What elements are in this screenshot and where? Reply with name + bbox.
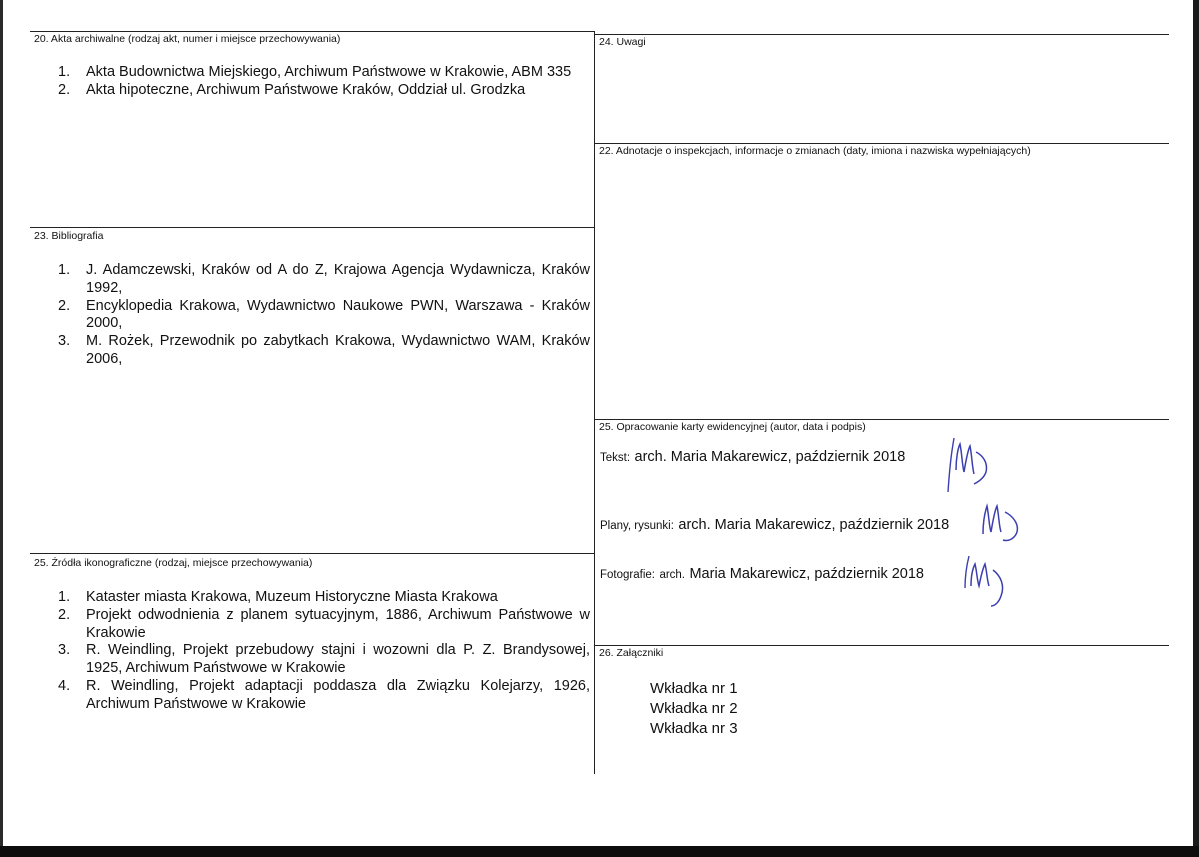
list-item: 1. J. Adamczewski, Kraków od A do Z, Krajowa Agencja Wydawnicza, Kraków 1992, xyxy=(58,262,590,296)
scan-edge-left xyxy=(0,0,3,857)
rule-section26 xyxy=(594,645,1169,646)
section22-label: 22. Adnotacje o inspekcjach, informacje o zmianach (daty, imiona i nazwiska wypełniających) xyxy=(599,145,1031,157)
attachment-item: Wkładka nr 1 xyxy=(650,680,738,697)
rule-section25b xyxy=(594,419,1169,420)
credit-plans-row: Plany, rysunki: arch. Maria Makarewicz, październik 2018 xyxy=(600,517,950,533)
section23-label: 23. Bibliografia xyxy=(34,230,104,242)
attachment-item: Wkładka nr 2 xyxy=(650,700,738,717)
credit-text-row: Tekst: arch. Maria Makarewicz, październik 2018 xyxy=(600,449,906,465)
list-item: 4. R. Weindling, Projekt adaptacji poddasza dla Związku Kolejarzy, 1926, Archiwum Państwowe w Krakowie xyxy=(58,677,590,712)
list-item: 3. M. Rożek, Przewodnik po zabytkach Krakowa, Wydawnictwo WAM, Kraków 2006, xyxy=(58,333,590,367)
attachment-list xyxy=(650,679,738,739)
list-item: 1. Akta Budownictwa Miejskiego, Archiwum Państwowe w Krakowie, ABM 335 xyxy=(58,64,572,80)
rule-top-right xyxy=(594,34,1169,35)
credit-photos-row: Fotografie: arch. Maria Makarewicz, październik 2018 xyxy=(600,566,924,582)
list-item: 2. Akta hipoteczne, Archiwum Państwowe Kraków, Oddział ul. Grodzka xyxy=(58,81,526,98)
list-item: 1. Kataster miasta Krakowa, Muzeum Historyczne Miasta Krakowa xyxy=(58,589,498,605)
signature-3 xyxy=(955,548,1015,610)
rule-top-left xyxy=(30,31,594,32)
rule-section25a xyxy=(30,553,594,554)
section23-list xyxy=(58,262,590,369)
section26-label: 26. Załączniki xyxy=(599,647,664,659)
column-divider xyxy=(594,31,595,774)
section24-label: 24. Uwagi xyxy=(599,36,646,48)
signature-2 xyxy=(975,496,1031,546)
section25b-label: 25. Opracowanie karty ewidencyjnej (autor, data i podpis) xyxy=(599,421,866,433)
list-item: 3. R. Weindling, Projekt przebudowy stajni i wozowni dla P. Z. Brandysowej, 1925, Archiwum Państwowe w Krakowie xyxy=(58,642,590,677)
rule-section22 xyxy=(594,143,1169,144)
scan-edge-right xyxy=(1193,0,1199,857)
scan-edge-bottom xyxy=(0,846,1199,857)
list-item: 2. Projekt odwodnienia z planem sytuacyjnym, 1886, Archiwum Państwowe w Krakowie xyxy=(58,606,590,641)
section20-label: 20. Akta archiwalne (rodzaj akt, numer i miejsce przechowywania) xyxy=(34,33,341,45)
signature-1 xyxy=(940,430,1000,500)
section25a-label: 25. Źródła ikonograficzne (rodzaj, miejsce przechowywania) xyxy=(34,557,313,569)
section20-list xyxy=(58,64,590,100)
attachment-item: Wkładka nr 3 xyxy=(650,720,738,737)
rule-section23 xyxy=(30,227,594,228)
list-item: 2. Encyklopedia Krakowa, Wydawnictwo Naukowe PWN, Warszawa - Kraków 2000, xyxy=(58,297,590,332)
section25a-list xyxy=(58,589,590,714)
